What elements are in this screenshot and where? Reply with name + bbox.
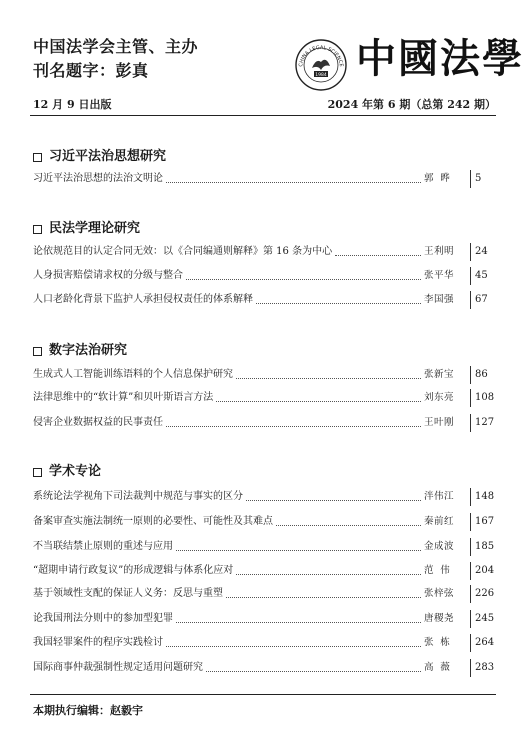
- toc-entry[interactable]: 系统论法学视角下司法裁判中规范与事实的区分 泮伟江 148: [33, 488, 497, 506]
- toc-entry[interactable]: 论我国刑法分则中的参加型犯罪 唐稷尧 245: [33, 610, 497, 628]
- toc-entry[interactable]: 人身损害赔偿请求权的分级与整合 张平华 45: [33, 267, 497, 285]
- footer-divider: [30, 694, 496, 695]
- toc-entry[interactable]: 法律思维中的“软计算”和贝叶斯语言方法 刘东亮 108: [33, 389, 497, 407]
- toc-entry[interactable]: 侵害企业数据权益的民事责任 王叶刚 127: [33, 414, 497, 432]
- toc-entry[interactable]: 习近平法治思想的法治文明论 郭 晔 5: [33, 170, 497, 188]
- toc-entry[interactable]: 国际商事仲裁强制性规定适用问题研究 高 薇 283: [33, 659, 497, 677]
- journal-masthead: 中國法學: [356, 35, 524, 82]
- section-heading: 学术专论: [33, 463, 101, 481]
- journal-seal-logo: [294, 38, 348, 92]
- publication-date: 12 月 9 日出版: [33, 98, 112, 111]
- section-heading: 习近平法治思想研究: [33, 148, 166, 166]
- toc-entry[interactable]: 我国轻罪案件的程序实践检讨 张 栋 264: [33, 634, 497, 652]
- toc-entry[interactable]: 人口老龄化背景下监护人承担侵权责任的体系解释 李国强 67: [33, 291, 497, 309]
- executive-editor: 本期执行编辑：赵毅宇: [33, 704, 143, 717]
- checkbox-square-icon: [33, 468, 42, 477]
- checkbox-square-icon: [33, 225, 42, 234]
- issue-number: 2024 年第 6 期（总第 242 期）: [327, 98, 496, 111]
- svg-text:CHINA LEGAL SCIENCE: CHINA LEGAL SCIENCE: [297, 44, 344, 68]
- toc-entry[interactable]: “超期申请行政复议”的形成逻辑与体系化应对 范 伟 204: [33, 562, 497, 580]
- sponsor-line: 中国法学会主管、主办: [33, 37, 199, 56]
- header-divider: [30, 115, 496, 116]
- svg-text:1984: 1984: [315, 73, 327, 78]
- toc-entry[interactable]: 生成式人工智能训练语料的个人信息保护研究 张新宝 86: [33, 366, 497, 384]
- checkbox-square-icon: [33, 153, 42, 162]
- toc-entry[interactable]: 论依规范目的认定合同无效：以《合同编通则解释》第 16 条为中心 王利明 24: [33, 243, 497, 261]
- inscriber-line: 刊名题字：彭真: [33, 61, 149, 80]
- toc-entry[interactable]: 备案审查实施法制统一原则的必要性、可能性及其难点 秦前红 167: [33, 513, 497, 531]
- section-heading: 数字法治研究: [33, 342, 127, 360]
- toc-entry[interactable]: 基于领域性支配的保证人义务：反思与重塑 张梓弦 226: [33, 585, 497, 603]
- toc-entry[interactable]: 不当联结禁止原则的重述与应用 金成波 185: [33, 538, 497, 556]
- checkbox-square-icon: [33, 347, 42, 356]
- section-heading: 民法学理论研究: [33, 220, 140, 238]
